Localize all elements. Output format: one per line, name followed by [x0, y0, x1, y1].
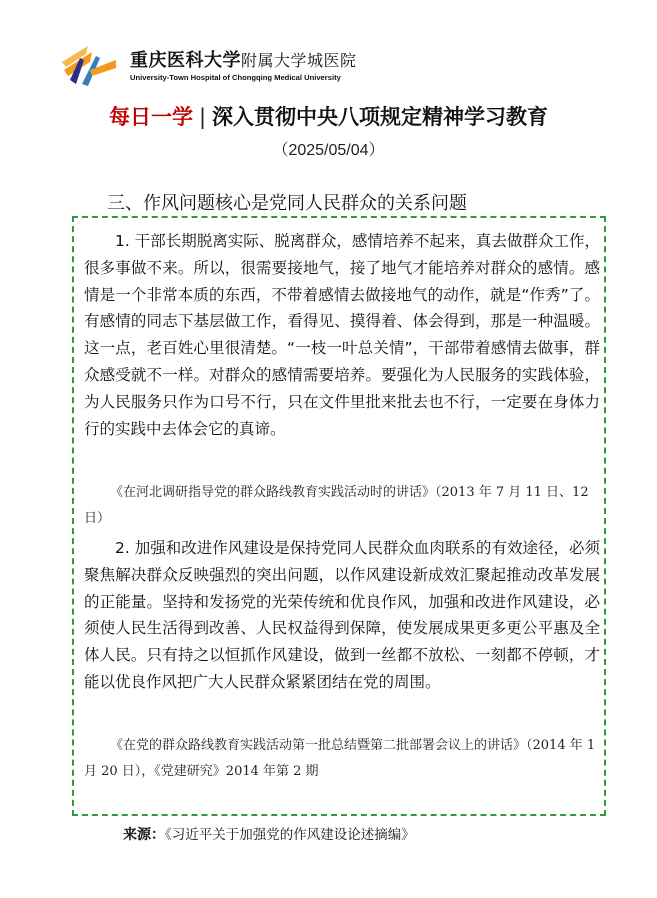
item-1-citation: 《在河北调研指导党的群众路线教育实践活动时的讲话》（2013 年 7 月 11 日、12 日）	[84, 485, 589, 526]
page-title	[0, 101, 657, 131]
source-value: 《习近平关于加强党的作风建设论述摘编》	[165, 827, 415, 843]
title-separator: |	[198, 105, 207, 129]
hospital-name-cn	[130, 46, 357, 72]
source-label: 来源：	[123, 827, 165, 843]
title-prefix: 每日一学	[108, 104, 193, 129]
hospital-logo-icon	[60, 40, 118, 88]
item-1-text: 1. 干部长期脱离实际、脱离群众，感情培养不起来，真去做群众工作，很多事做不来。所以，很需要接地气，接了地气才能培养对群众的感情。感情是一个非常本质的东西，不带着感情去做接地气的动作，就是“作秀”了。有感情的同志下基层做工作，看得见、摸得着、体会得到，那是一种温暖。这一点，老百姓心里很清楚。“一枝一叶总关情”，干部带着感情去做事，群众感受就不一样。对群众的感情需要培养。要强化为人民服务的实践体验，为人民服务只作为口号不行，只在文件里批来批去也不行，一定要在身体力行的实践中去体会它的真谛。	[84, 232, 600, 438]
hospital-header	[60, 40, 400, 90]
item-2-citation: 《在党的群众路线教育实践活动第一批总结暨第二批部署会议上的讲话》（2014 年 1 月 20 日），《党建研究》2014 年第 2 期	[84, 738, 596, 779]
item-2-text: 2. 加强和改进作风建设是保持党同人民群众血肉联系的有效途径，必须聚焦解决群众反映强烈的突出问题，以作风建设新成效汇聚起推动改革发展的正能量。坚持和发扬党的光荣传统和优良作风，加强和改进作风建设，必须使人民生活得到改善、人民权益得到保障，使发展成果更多更公平惠及全体人民。只有持之以恒抓作风建设，做到一丝都不放松、一刻都不停顿，才能以优良作风把广大人民群众紧紧团结在党的周围。	[84, 539, 600, 691]
publish-date: （2025/05/04）	[272, 142, 385, 159]
title-main: 深入贯彻中央八项规定精神学习教育	[212, 104, 549, 129]
hospital-name-cn-main: 重庆医科大学	[130, 50, 241, 71]
section-heading: 三、作风问题核心是党同人民群众的关系问题	[107, 193, 467, 214]
hospital-name-en: University-Town Hospital of Chongqing Medical University	[130, 73, 341, 82]
source-line	[123, 823, 415, 844]
hospital-name-cn-sub: 附属大学城医院	[241, 51, 357, 70]
